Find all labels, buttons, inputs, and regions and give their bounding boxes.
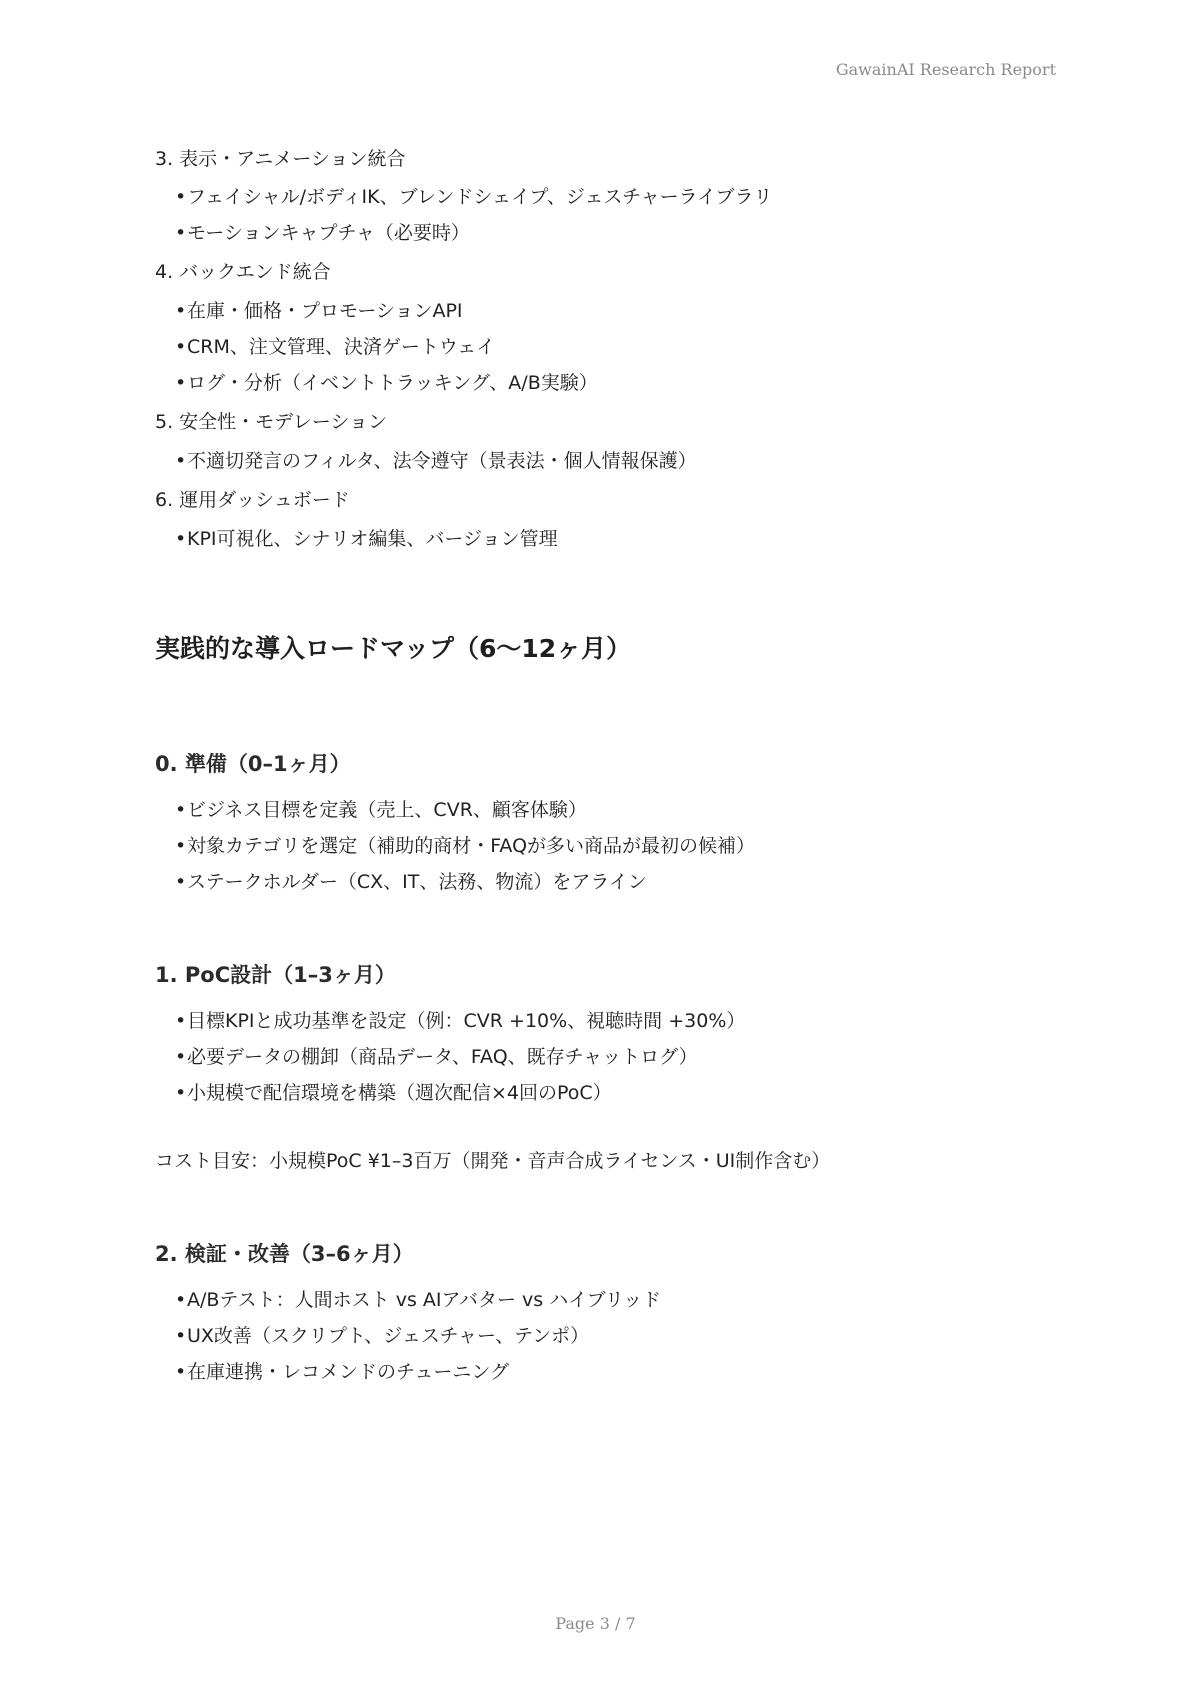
section-title: 実践的な導入ロードマップ（6〜12ヶ月） xyxy=(155,634,632,663)
bullet-item: • ビジネス目標を定義（売上、CVR、顧客体験） xyxy=(175,799,587,821)
bullet-item: • ログ・分析（イベントトラッキング、A/B実験） xyxy=(175,372,598,394)
page-number: Page 3 / 7 xyxy=(555,1614,636,1633)
list-item-label: 3. 表示・アニメーション統合 xyxy=(155,148,406,170)
list-item xyxy=(155,486,1055,553)
phase-1-title: 1. PoC設計（1–3ヶ月） xyxy=(155,963,396,987)
bullet-item: • A/Bテスト：人間ホスト vs AIアバター vs ハイブリッド xyxy=(175,1289,662,1311)
bullet-item: • フェイシャル/ボディIK、ブレンドシェイプ、ジェスチャーライブラリ xyxy=(175,186,773,208)
phase-2-title: 2. 検証・改善（3–6ヶ月） xyxy=(155,1242,414,1266)
list-item xyxy=(155,145,1055,247)
list-item-label: 6. 運用ダッシュボード xyxy=(155,489,350,511)
report-header: GawainAI Research Report xyxy=(835,60,1056,79)
list-item-label: 4. バックエンド統合 xyxy=(155,261,331,283)
cost-note: コスト目安：小規模PoC ¥1–3百万（開発・音声合成ライセンス・UI制作含む） xyxy=(155,1150,831,1172)
bullet-item: • 不適切発言のフィルタ、法令遵守（景表法・個人情報保護） xyxy=(175,450,697,472)
bullet-item: • UX改善（スクリプト、ジェスチャー、テンポ） xyxy=(175,1325,590,1347)
list-item xyxy=(155,408,1055,475)
page-content xyxy=(155,145,1055,1386)
bullet-item: • CRM、注文管理、決済ゲートウェイ xyxy=(175,336,496,358)
bullet-item: • ステークホルダー（CX、IT、法務、物流）をアライン xyxy=(175,871,647,893)
bullet-item: • モーションキャプチャ（必要時） xyxy=(175,222,470,244)
phase-0-title: 0. 準備（0–1ヶ月） xyxy=(155,752,351,776)
bullet-item: • 目標KPIと成功基準を設定（例：CVR +10%、視聴時間 +30%） xyxy=(175,1010,746,1032)
bullet-item: • KPI可視化、シナリオ編集、バージョン管理 xyxy=(175,528,558,550)
bullet-item: • 対象カテゴリを選定（補助的商材・FAQが多い商品が最初の候補） xyxy=(175,835,756,857)
bullet-item: • 在庫連携・レコメンドのチューニング xyxy=(175,1361,510,1383)
bullet-item: • 小規模で配信環境を構築（週次配信×4回のPoC） xyxy=(175,1082,612,1104)
list-item-label: 5. 安全性・モデレーション xyxy=(155,411,388,433)
list-item xyxy=(155,258,1055,397)
bullet-item: • 必要データの棚卸（商品データ、FAQ、既存チャットログ） xyxy=(175,1046,698,1068)
bullet-item: • 在庫・価格・プロモーションAPI xyxy=(175,300,463,322)
